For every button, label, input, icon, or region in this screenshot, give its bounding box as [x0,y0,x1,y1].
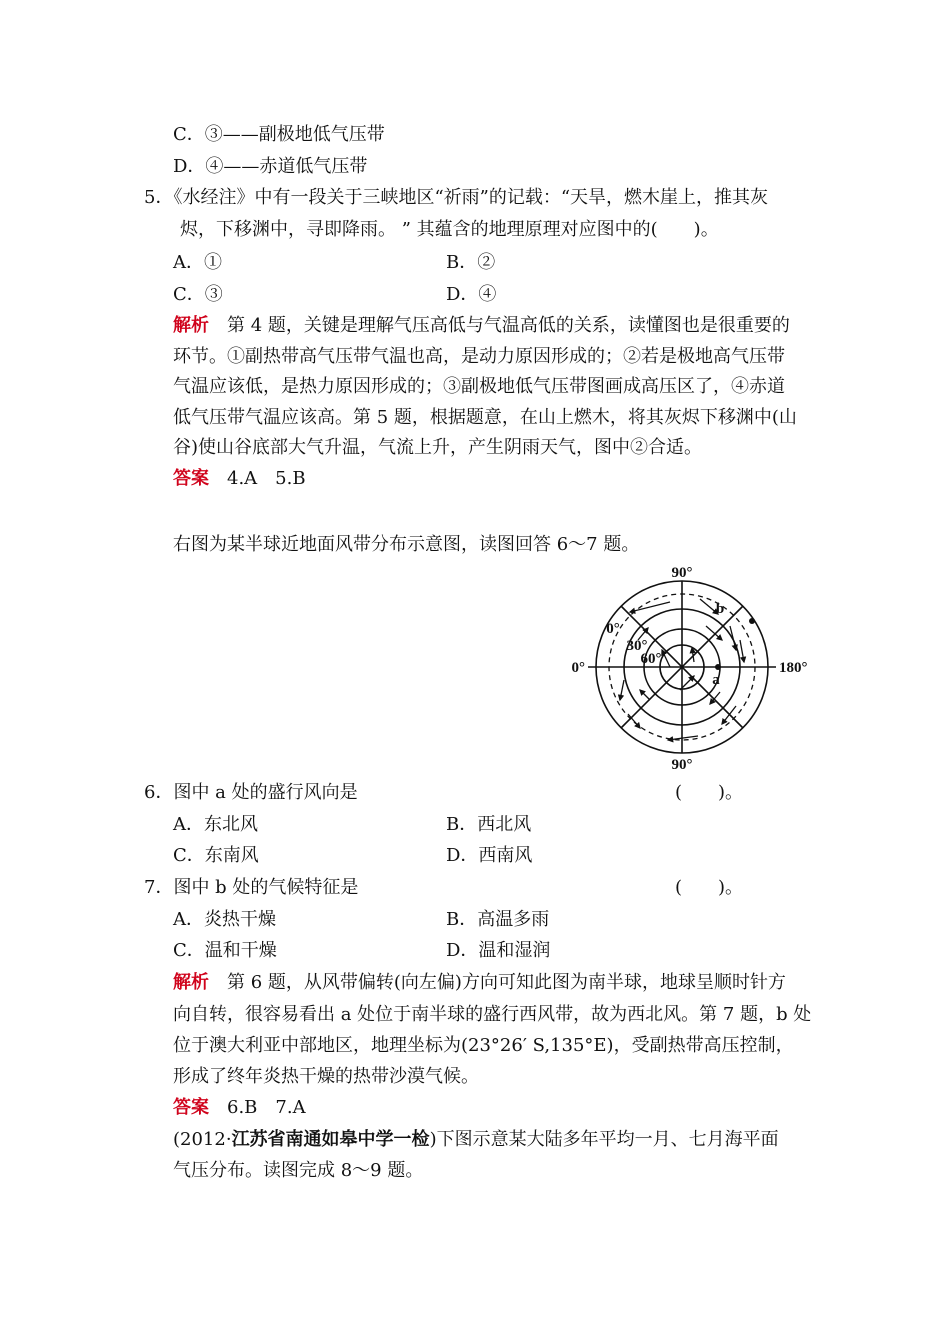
answer-label: 答案 [173,468,209,489]
q7-option-b: B．高温多雨 [446,909,550,930]
q5-stem-line-1: 5．《水经注》中有一段关于三峡地区“祈雨”的记载：“天旱，燃木崖上，推其灰 [144,187,769,208]
analysis-45-line-1 [173,314,790,338]
q6-option-d: D．西南风 [446,845,533,866]
analysis-67-line-3: 位于澳大利亚中部地区，地理坐标为(23°26′ S,135°E)，受副热带高压控制， [173,1035,794,1056]
point-a-marker [715,664,721,670]
intro-67: 右图为某半球近地面风带分布示意图，读图回答 6～7 题。 [173,534,640,555]
answer-value: 4.A 5.B [227,468,306,489]
analysis-45-line-4: 低气压带气温应该高。第 5 题，根据题意，在山上燃木，将其灰烬下移渊中(山 [173,407,797,428]
label-30: 30° [626,638,648,654]
analysis-45-line-5: 谷)使山谷底部大气升温，气流上升，产生阴雨天气，图中②合适。 [173,437,703,458]
q5-option-b: B．② [446,252,496,273]
q4-option-c: C．③——副极地低气压带 [173,124,385,145]
source-name: 江苏省南通如皋中学一检 [231,1129,430,1150]
q7-option-c: C．温和干燥 [173,940,277,961]
q6-bracket: ( )。 [675,782,744,803]
answer-45 [173,467,306,491]
analysis-text: 第 6 题，从风带偏转(向左偏)方向可知此图为南半球，地球呈顺时针方 [227,972,786,993]
intro-89-text: )下图示意某大陆多年平均一月、七月海平面 [429,1129,779,1150]
q6-option-a: A．东北风 [173,814,258,835]
analysis-45-line-2: 环节。①副热带高气压带气温也高，是动力原因形成的；②若是极地高气压带 [173,346,785,367]
label-inner-0: 0° [606,621,620,637]
q5-stem-line-2: 烬，下移渊中，寻即降雨。 ” 其蕴含的地理原理对应图中的( )。 [180,219,719,240]
analysis-label: 解析 [173,972,209,993]
analysis-67-line-4: 形成了终年炎热干燥的热带沙漠气候。 [173,1066,479,1087]
q6-option-b: B．西北风 [446,814,532,835]
analysis-45-line-3: 气温应该低，是热力原因形成的；③副极地低气压带图画成高压区了，④赤道 [173,376,785,397]
label-right-180: 180° [779,660,808,676]
analysis-67-line-2: 向自转，很容易看出 a 处位于南半球的盛行西风带，故为西北风。第 7 题，b 处 [173,1004,812,1025]
q6-option-c: C．东南风 [173,845,259,866]
answer-label: 答案 [173,1097,209,1118]
intro-89-line-2: 气压分布。读图完成 8～9 题。 [173,1160,424,1181]
point-b-marker [749,618,755,624]
q6-stem: 6．图中 a 处的盛行风向是 [144,782,358,803]
source-prefix: (2012· [173,1129,232,1150]
q7-bracket: ( )。 [675,877,744,898]
point-b-label: b [715,601,725,617]
q7-stem: 7．图中 b 处的气候特征是 [144,877,359,898]
q5-option-c: C．③ [173,284,223,305]
answer-67 [173,1096,306,1120]
q5-option-a: A．① [173,252,222,273]
q7-option-d: D．温和湿润 [446,940,551,961]
q7-option-a: A．炎热干燥 [173,909,276,930]
intro-89-line-1 [173,1128,779,1152]
label-top-90: 90° [671,565,693,581]
label-left-0: 0° [571,660,585,676]
analysis-label: 解析 [173,315,209,336]
label-bottom-90: 90° [671,757,693,772]
answer-value: 6.B 7.A [227,1097,306,1118]
label-60: 60° [640,651,662,667]
analysis-text: 第 4 题，关键是理解气压高低与气温高低的关系，读懂图也是很重要的 [227,315,790,336]
wind-belt-diagram [566,562,816,772]
q4-option-d: D．④——赤道低气压带 [173,156,368,177]
analysis-67-line-1 [173,971,786,995]
point-a-label: a [712,672,720,688]
q5-option-d: D．④ [446,284,497,305]
